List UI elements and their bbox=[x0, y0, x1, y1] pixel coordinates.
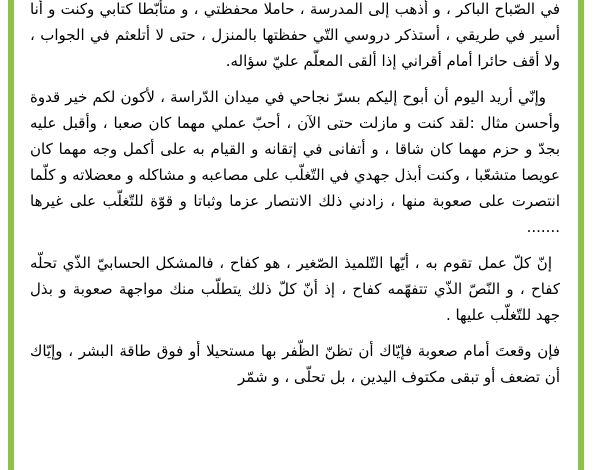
paragraph-2: وإنّي أريد اليوم أن أبوح إليكم بسرّ نجاحي في ميدان الدّراسة ، لأكون لكم خير قدوة وأحسن مثال :لقد كنت و مازلت حتى الآن ، أحبّ عملي مهما كان صعبا ، وأقبل عليه بجدّ و حزم مهما كان شاقا ، و أتفانى في إتقانه و القيام به على أكمل وجه مهما كان عويصا متشعّبا ، وكنت أبذل جهدي في التّغلّب على مصاعبه و مشاكله و معضلاته و كلّما انتصرت على صعوبة منها ، زادني ذلك الانتصار عزما وثباتا و قوّة للتّغلّب على غيرها ....... bbox=[30, 88, 560, 236]
paragraph-4: فإن وقعتَ أمام صعوبة فإيّاك أن تظنّ الظّفر بها مستحيلا أو فوق طاقة البشر ، وإيّاك أن تضعف أو تبقى مكتوف اليدين ، بل تحلّى ، و شمّر bbox=[30, 342, 560, 386]
paragraph-1: في الصّباح الباكر ، و أذهب إلى المدرسة ، حاملا محفظتي ، و متأبّطا كتابي وكنت و أنا أسير في طريقي ، أستذكر دروسي التّي حفظتها بالمنزل ، حتى لا أتلعثم في الجواب ، ولا أقف حائرا أمام أقراني إذا ألقى المعلّم عليّ سؤاله. bbox=[30, 0, 560, 70]
right-border-stripe bbox=[578, 0, 584, 470]
left-border-stripe bbox=[8, 0, 14, 470]
paragraph-3: إنّ كلّ عمل تقوم به ، أيّها التّلميذ الصّغير ، هو كفاح ، فالمشكل الحسابيّ الذّي تحلّه كفاح ، و النّصّ الذّي تتفهّمه كفاح ، إذ أنّ كلّ ذلك يتطلّب منك مواجهة صعوبة و بذل جهد للتّغلّب عليها . bbox=[30, 254, 560, 324]
text-body bbox=[30, 0, 560, 400]
